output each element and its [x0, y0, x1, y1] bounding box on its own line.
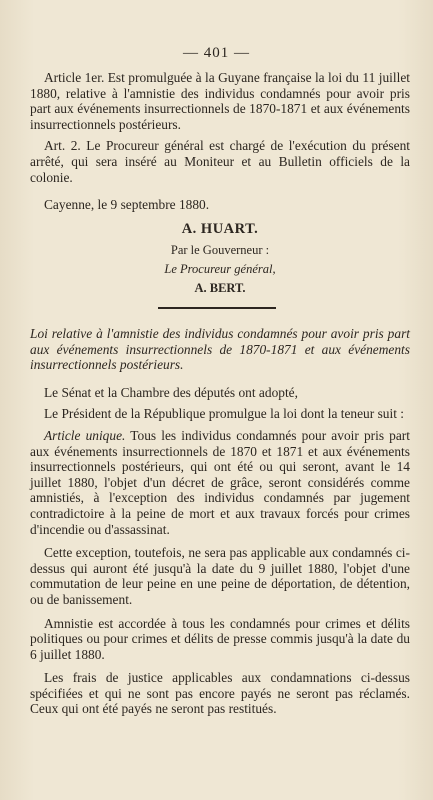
article-unique: [30, 428, 410, 537]
signer-name: A. HUART.: [181, 220, 259, 237]
article-unique-label: Article unique.: [44, 427, 126, 443]
arrete-articles: [30, 70, 410, 185]
par-le-gouverneur: Par le Gouverneur :: [170, 242, 270, 257]
article-unique-text: Tous les individus condamnés pour avoir pris part aux événements insurrectionnels de 1870 et 1871 et aux événements insurrectionnels postérieurs, qui ont été ou qui seront, avant le 14 juillet 1880, l'objet d'un décret de grâce, seront considérés comme amnistiés, à l'exception des individus condamnés par jugement contradictoire à la peine de mort et aux travaux forcés pour crimes d'incendie ou d'assassinat.: [30, 427, 410, 537]
place-date: Cayenne, le 9 septembre 1880.: [44, 197, 210, 212]
section-divider: [158, 307, 276, 309]
signature-block: [30, 197, 410, 296]
law-section: [30, 326, 410, 717]
signer-role: Le Procureur général,: [164, 261, 276, 276]
law-preamble-2: Le Président de la République promulgue la loi dont la teneur suit :: [44, 406, 404, 422]
law-title: Loi relative à l'amnistie des individus condamnés pour avoir pris part aux événements insurrectionnels de 1870-1871 et aux événements insurrectionnels postérieurs.: [30, 326, 410, 373]
article-2: [30, 138, 410, 185]
article-2-label: Art. 2.: [44, 138, 81, 154]
law-preamble-1: Le Sénat et la Chambre des députés ont adopté,: [44, 384, 298, 400]
law-exception-paragraph: Cette exception, toutefois, ne sera pas applicable aux condamnés ci-dessus qui auront été jusqu'à la date du 9 juillet 1880, l'objet d'une commutation de leur peine en une peine de déportation, de détention, ou de banissement.: [30, 545, 410, 607]
article-1-text: Est promulguée à la Guyane française la loi du 11 juillet 1880, relative à l'amnistie des individus condamnés pour avoir pris part aux événements insurrectionnels de 1870-1871 et aux événements insurrectionnels postérieurs.: [30, 70, 410, 132]
signer2-name: A. BERT.: [194, 280, 246, 295]
article-2-text: Le Procureur général est chargé de l'exécution du présent arrêté, qui sera inséré au Moniteur et au Bulletin officiels de la colonie.: [30, 138, 410, 185]
law-frais-paragraph: Les frais de justice applicables aux condamnations ci-dessus spécifiées et qui ne sont pas encore payés ne seront pas réclamés. Ceux qui ont été payés ne seront pas restitués.: [30, 670, 410, 717]
article-1: [30, 70, 410, 132]
article-1-label: Article 1er.: [44, 70, 105, 85]
page-number: — 401 —: [183, 45, 250, 61]
law-amnistie-paragraph: Amnistie est accordée à tous les condamnés pour crimes et délits politiques ou pour crimes et délits de presse commis jusqu'à la date du 6 juillet 1880.: [30, 615, 410, 662]
